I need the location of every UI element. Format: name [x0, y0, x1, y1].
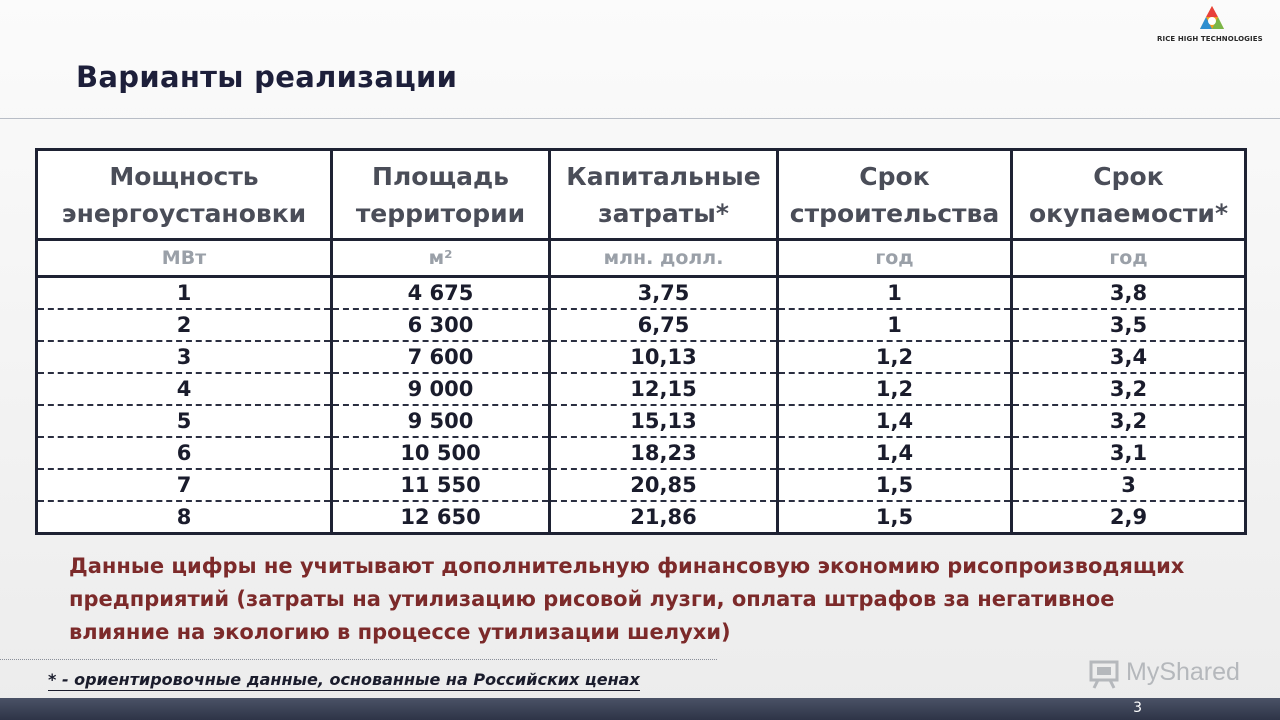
- cell-construction: 1,4: [778, 437, 1012, 469]
- cell-capex: 10,13: [550, 341, 778, 373]
- cell-area: 9 500: [332, 405, 550, 437]
- cell-area: 9 000: [332, 373, 550, 405]
- cell-area: 12 650: [332, 501, 550, 534]
- cell-capex: 6,75: [550, 309, 778, 341]
- slide-title: Варианты реализации: [76, 60, 458, 94]
- cell-payback: 3,1: [1012, 437, 1246, 469]
- unit-cell: м²: [332, 240, 550, 277]
- table-header-row: [37, 150, 1246, 240]
- cell-power: 8: [176, 505, 192, 529]
- table-row: [37, 405, 1246, 437]
- cell-power: 2: [37, 309, 332, 341]
- units-row: [37, 240, 1246, 277]
- cell-area: 6 300: [332, 309, 550, 341]
- header-capex: Капитальные затраты*: [550, 150, 778, 240]
- bottom-bar: [0, 698, 1280, 720]
- unit-cell: год: [778, 240, 1012, 277]
- cell-payback: 3: [1012, 469, 1246, 501]
- cell-construction: 1: [778, 309, 1012, 341]
- implementation-options-table: [35, 148, 1247, 535]
- cell-construction: 1,2: [778, 373, 1012, 405]
- company-logo: [1150, 4, 1280, 46]
- cell-payback: 3,2: [1012, 373, 1246, 405]
- unit-cell: млн. долл.: [550, 240, 778, 277]
- unit-cell: год: [1012, 240, 1246, 277]
- cell-payback: 3,2: [1012, 405, 1246, 437]
- page-number: 3: [1133, 700, 1142, 716]
- cell-area: 7 600: [332, 341, 550, 373]
- cell-construction: 1,5: [778, 469, 1012, 501]
- disclaimer-note: Данные цифры не учитывают дополнительную финансовую экономию рисопроизводящих предприятий (затраты на утилизацию рисовой лузги, оплата штрафов за негативное влияние на экологию в процессе утилизации шелухи): [69, 554, 1185, 644]
- cell-payback: 3,8: [1012, 277, 1246, 310]
- title-divider: [0, 118, 1280, 119]
- cell-capex: 12,15: [550, 373, 778, 405]
- cell-capex: 21,86: [550, 501, 778, 534]
- cell-construction: 1: [778, 277, 1012, 310]
- header-power: Мощность энергоустановки: [37, 150, 332, 240]
- table-row: [37, 469, 1246, 501]
- unit-cell: МВт: [37, 240, 332, 277]
- cell-payback: 3,4: [1012, 341, 1246, 373]
- cell-power: 6: [37, 437, 332, 469]
- cell-capex: 3,75: [550, 277, 778, 310]
- table-row: [37, 501, 1246, 534]
- cell-area: 11 550: [332, 469, 550, 501]
- header-construction-time: Срок строительства: [778, 150, 1012, 240]
- logo-text: RICE HIGH TECHNOLOGIES: [1157, 35, 1263, 43]
- cell-construction: 1,4: [778, 405, 1012, 437]
- table-row: [37, 277, 1246, 310]
- table-row: [37, 437, 1246, 469]
- cell-power: 4: [37, 373, 332, 405]
- cell-payback: 2,9: [1012, 501, 1246, 534]
- footnote-divider: [0, 659, 717, 660]
- cell-capex: 20,85: [550, 469, 778, 501]
- cell-area: 4 675: [332, 277, 550, 310]
- watermark-text: MyShared: [1126, 658, 1240, 686]
- cell-capex: 18,23: [550, 437, 778, 469]
- triangle-logo-icon: [1198, 4, 1226, 32]
- header-area: Площадь территории: [332, 150, 550, 240]
- cell-construction: 1,5: [778, 501, 1012, 534]
- cell-power: 1: [37, 277, 332, 310]
- table-row: [37, 373, 1246, 405]
- table-row: [37, 309, 1246, 341]
- watermark: [1088, 656, 1248, 696]
- header-payback-period: Срок окупаемости*: [1012, 150, 1246, 240]
- cell-area: 10 500: [332, 437, 550, 469]
- cell-payback: 3,5: [1012, 309, 1246, 341]
- cell-capex: 15,13: [550, 405, 778, 437]
- table-row: [37, 341, 1246, 373]
- cell-power: 3: [37, 341, 332, 373]
- footnote: * - ориентировочные данные, основанные на Российских ценах: [48, 670, 640, 689]
- cell-power: 7: [37, 469, 332, 501]
- presentation-board-icon: [1088, 658, 1120, 690]
- cell-power: 5: [37, 405, 332, 437]
- cell-construction: 1,2: [778, 341, 1012, 373]
